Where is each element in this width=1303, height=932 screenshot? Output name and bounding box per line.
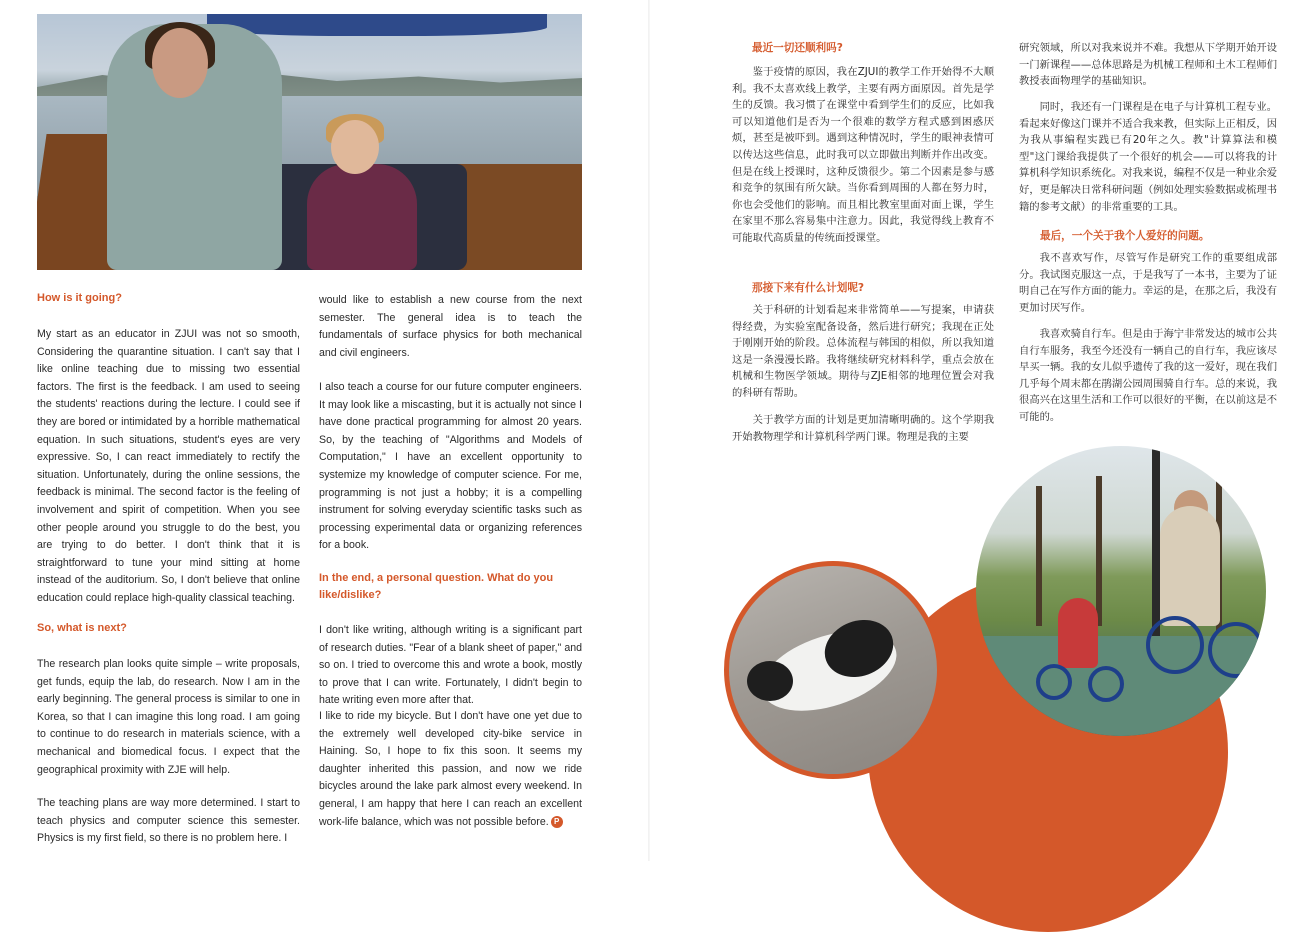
paragraph-text: The teaching plans are way more determined. I start to teach physics and computer science this semester. Physics is my first field, so there is no problem here. I xyxy=(37,797,300,845)
paragraph-cn-text: 我不喜欢写作，尽管写作是研究工作的重要组成部分。我试图克服这一点，于是我写了一本书，主要为了证明自己在写作方面的能力。幸运的是，在那之后，我没有更加讨厌写作。 xyxy=(1019,252,1277,314)
paragraph-cn-text: 关于科研的计划看起来非常简单——写提案，申请获得经费，为实验室配备设备，然后进行研究；我现在正处于刚刚开始的阶段。总体流程与韩国的相似，所以我知道这是一条漫漫长路。我将继续研究材料科学，重点会放在机械和生物医学领域。期待与ZJE相邻的地理位置会对我的科研有帮助。 xyxy=(732,304,994,399)
heading-so-what-is-next: So, what is next? xyxy=(37,622,127,634)
paragraph-text: would like to establish a new course from the next semester. The general idea is to teach the fundamentals of surface physics for both mechanical and civil engineers. xyxy=(319,294,582,359)
paragraph-text xyxy=(319,708,582,831)
paragraph-text-span: I like to ride my bicycle. But I don't have one yet due to the extremely well developed city-bike service in Haining. So, I hope to fix this soon. It seems my daughter inherited this passion, and now we ride bicycles around the lake park almost every weekend. In general, I am happy that here I can reach an excellent work-life balance, which was not possible before. xyxy=(319,710,582,828)
paragraph-cn xyxy=(1019,250,1277,316)
paragraph-cn-text: 关于教学方面的计划是更加清晰明确的。这个学期我开始教物理学和计算机科学两门课。物理是我的主要 xyxy=(732,414,994,443)
bike-wheel xyxy=(1146,616,1204,674)
paragraph-text: My start as an educator in ZJUI was not so smooth, Considering the quarantine situation. I can't say that I like online teaching due to missing two essential factors. The first is the feedback. I am used to seeing the students' reactions during the lecture. I could see if they are bored or intimidated by a horrible mathematical equation. In such situations, student's eyes are very expressive. So, I can react immediately to rectify the situation. Unfortunately, during the online sessions, the feedback is minimal. The second factor is the feeling of involvement and spirit of competition. When you see other people around you struggle to do the best, you are trying to do better. I don't think that it is straightforward to tune your mind sitting at home instead of the auditorium. So, I don't believe that online education could replace high-quality classical teaching. xyxy=(37,328,300,604)
paragraph-text: The research plan looks quite simple – write proposals, get funds, equip the lab, do research. Now I am in the early beginning. The general process is similar to one in Korea, so that I can imagine this long road. I am going to continue to do research in materials science, with a mechanical and biomedical focus. I expect that the geographical proximity with ZJE will help. xyxy=(37,658,300,776)
girl-face xyxy=(331,120,379,174)
child-figure xyxy=(1058,598,1098,668)
kid-bike-wheel xyxy=(1036,664,1072,700)
heading-how-is-it-going: How is it going? xyxy=(37,292,122,304)
paragraph xyxy=(319,379,582,555)
paragraph-cn xyxy=(1019,99,1277,215)
heading-cn-personal-question: 最后，一个关于我个人爱好的问题。 xyxy=(1040,230,1210,242)
boat-canopy xyxy=(207,14,547,36)
boat-photo xyxy=(37,14,582,270)
paragraph-cn-text: 我喜欢骑自行车。但是由于海宁非常发达的城市公共自行车服务，我至今还没有一辆自己的自行车，我应该尽早买一辆。我的女儿似乎遗传了我的这一爱好，现在我们几乎每个周末都在鹃湖公园周围骑自行车。总的来说，我很高兴在这里生活和工作可以很好的平衡，在以前这是不可能的。 xyxy=(1019,328,1277,423)
cat-photo xyxy=(724,561,942,779)
heading-cn-how-is-it-going: 最近一切还顺利吗? xyxy=(752,42,843,54)
cat-head xyxy=(747,661,793,701)
tree xyxy=(1096,476,1102,626)
paragraph xyxy=(319,292,582,362)
left-page xyxy=(0,0,650,861)
paragraph xyxy=(37,326,300,608)
paragraph-cn-text: 鉴于疫情的原因，我在ZJUI的教学工作开始得不大顺利。我不太喜欢线上教学，主要有两方面原因。首先是学生的反馈。我习惯了在课堂中看到学生们的反应，比如我可以知道他们是否为一个很难的数学方程式感到困惑厌烦，甚至是被吓到。遇到这种情况时，学生的眼神表情可以传达这些信息，此时我可以立即做出判断并作出改变。但是在线上授课时，这种反馈很少。第二个因素是参与感和竞争的氛围有所欠缺。当你看到周围的人都在努力时，你也会受他们的影响。而且相比教室里面对面上课，学生在家里不那么容易集中注意力。因此，我觉得线上教育不可能取代高质量的传统面授课堂。 xyxy=(732,66,994,244)
paragraph-cn xyxy=(1019,40,1277,90)
paragraph-cn xyxy=(732,302,994,402)
bike-wheel xyxy=(1208,622,1264,678)
tree xyxy=(1036,486,1042,626)
woman-face xyxy=(152,28,208,98)
paragraph-text: I also teach a course for our future computer engineers. It may look like a miscasting, but it is actually not since I have done practical programming for almost 20 years. So, by the teaching of "Algorithms and Models of Computation," I have an excellent opportunity to systemize my knowledge of computer science. For me, programming is not just a hobby; it is a compelling instrument for solving everyday scientific tasks such as processing experimental data or organizing references for a book. xyxy=(319,381,582,552)
paragraph-cn-text: 同时，我还有一门课程是在电子与计算机工程专业。看起来好像这门课并不适合我来教，但实际上正相反，因为我从事编程实践已有20年之久。教"计算算法和模型"这门课给我提供了一个很好的机会——可以将我的计算机科学知识系统化。对我来说，编程不仅是一种业余爱好，更是解决日常科研问题（例如处理实验数据或梳理书籍的参考文献）的非常重要的工具。 xyxy=(1019,101,1277,213)
paragraph xyxy=(319,708,582,831)
paragraph-cn xyxy=(732,412,994,445)
end-mark-icon: P xyxy=(551,816,563,828)
paragraph-cn-text: 研究领域，所以对我来说并不难。我想从下学期开始开设一门新课程——总体思路是为机械工程师和土木工程师们教授表面物理学的基础知识。 xyxy=(1019,42,1277,88)
girl-figure xyxy=(307,164,417,270)
paragraph xyxy=(37,795,300,848)
bike-photo xyxy=(976,446,1266,736)
kid-bike-wheel xyxy=(1088,666,1124,702)
paragraph-cn xyxy=(1019,326,1277,426)
paragraph-text: I don't like writing, although writing is a significant part of research duties. "Fear of a blank sheet of paper," and so on. I tried to overcome this and wrote a book, mostly to prove that I can write. Fortunately, I didn't begin to hate writing even more after that. xyxy=(319,624,582,707)
heading-cn-what-is-next: 那接下来有什么计划呢? xyxy=(752,282,865,294)
paragraph xyxy=(319,622,582,710)
paragraph-cn xyxy=(732,64,994,247)
man-figure xyxy=(1160,506,1220,626)
paragraph xyxy=(37,656,300,779)
lamp-post xyxy=(1152,446,1160,636)
heading-personal-question: In the end, a personal question. What do you like/dislike? xyxy=(319,572,554,601)
